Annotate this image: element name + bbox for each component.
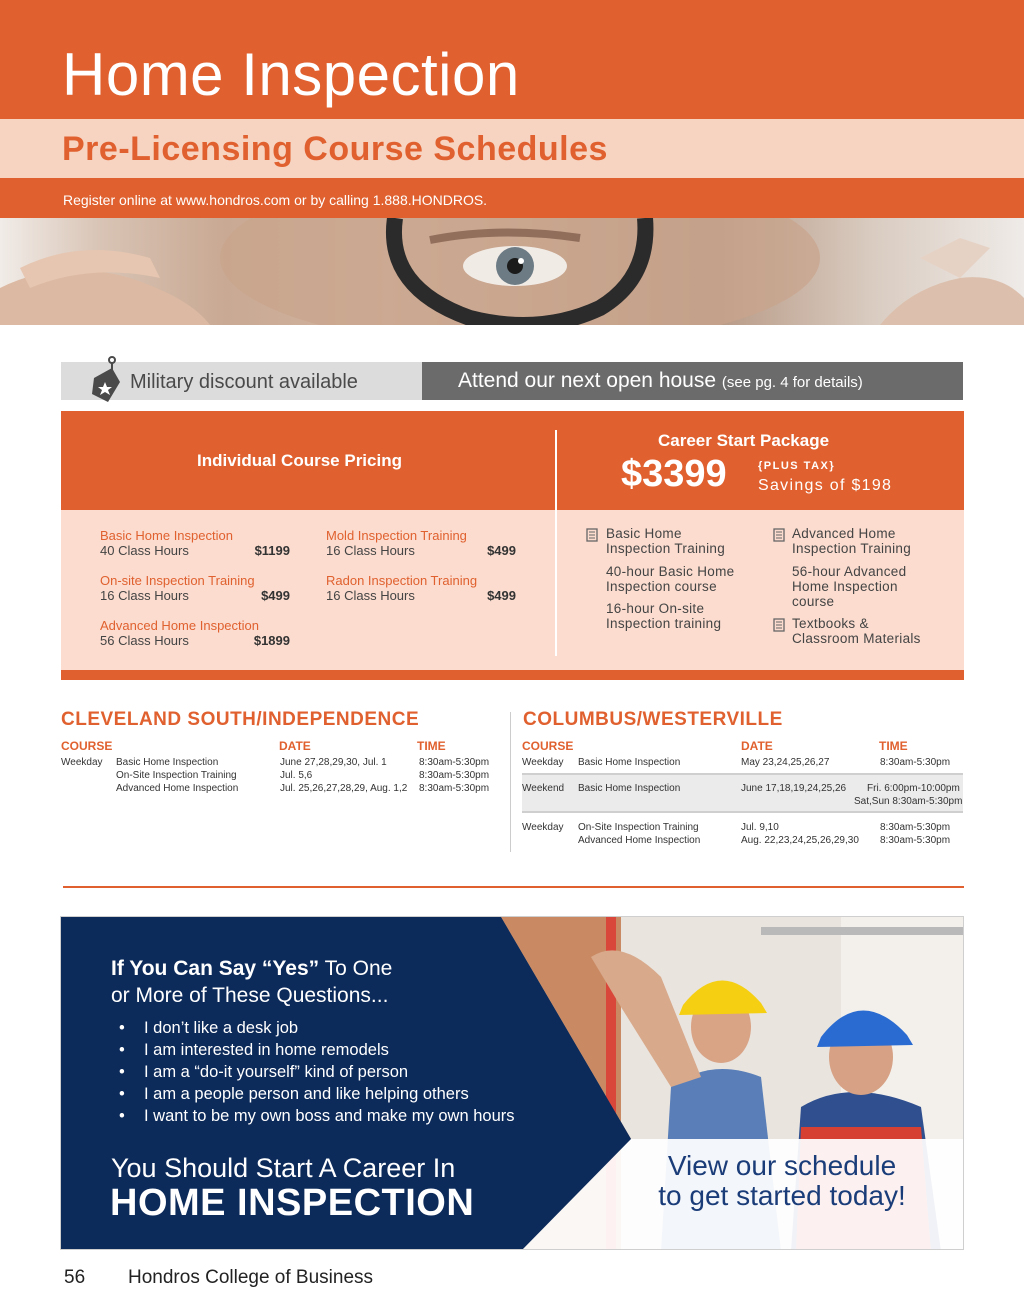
schedule-time: 8:30am-5:30pm bbox=[880, 835, 951, 846]
schedule-date: Jul. 25,26,27,28,29, Aug. 1,2 bbox=[280, 783, 408, 794]
course-name: Basic Home Inspection bbox=[100, 528, 233, 543]
schedule-type: Weekday bbox=[61, 757, 103, 768]
course-price: $499 bbox=[261, 588, 290, 603]
package-item-line: Inspection Training bbox=[792, 541, 912, 556]
open-house-bar bbox=[422, 362, 963, 400]
ad-bullet-list bbox=[119, 1017, 515, 1127]
schedule-time: 8:30am-5:30pm bbox=[880, 822, 951, 833]
ad-career-line: You Should Start A Career In bbox=[111, 1153, 456, 1183]
row-separator bbox=[522, 811, 963, 813]
package-item bbox=[606, 564, 734, 594]
ad-bullet: • I don’t like a desk job bbox=[119, 1017, 515, 1039]
ad-question-rest: To One bbox=[319, 957, 393, 980]
book-icon bbox=[773, 528, 785, 547]
schedule-course: On-Site Inspection Training bbox=[578, 822, 699, 833]
cleveland-title: CLEVELAND SOUTH/INDEPENDENCE bbox=[61, 709, 420, 730]
package-item bbox=[606, 601, 721, 631]
schedule-type: Weekend bbox=[522, 783, 565, 794]
ad-question-bold: If You Can Say “Yes” bbox=[111, 957, 320, 980]
course-price: $1899 bbox=[253, 633, 290, 648]
course-name: On-site Inspection Training bbox=[100, 573, 255, 588]
schedule-date: May 23,24,25,26,27 bbox=[741, 757, 830, 768]
cta-line: to get started today! bbox=[658, 1180, 906, 1211]
schedule-time: Fri. 6:00pm-10:00pm bbox=[867, 783, 960, 794]
course-price-item bbox=[326, 528, 516, 558]
col-header-date: DATE bbox=[279, 739, 311, 753]
military-tag-icon bbox=[88, 356, 124, 409]
book-icon bbox=[586, 528, 598, 547]
open-house-text: Attend our next open house bbox=[458, 369, 717, 392]
course-hours: 56 Class Hours bbox=[100, 633, 189, 648]
course-price-item bbox=[326, 573, 516, 603]
savings-note: Savings of $198 bbox=[758, 477, 893, 494]
schedule-date: Jul. 9,10 bbox=[741, 822, 779, 833]
schedule-date: June 17,18,19,24,25,26 bbox=[741, 783, 847, 794]
course-hours: 16 Class Hours bbox=[326, 588, 415, 603]
package-item-line: Home Inspection bbox=[792, 579, 898, 594]
package-item-line: Textbooks & bbox=[792, 616, 869, 631]
course-price: $1199 bbox=[254, 543, 290, 558]
page-title: Home Inspection bbox=[62, 41, 520, 108]
course-price-item bbox=[100, 528, 290, 558]
package-item-line: Classroom Materials bbox=[792, 631, 921, 646]
col-header-course: COURSE bbox=[522, 739, 574, 753]
ad-bullet: • I am a people person and like helping others bbox=[119, 1083, 515, 1105]
course-name: Radon Inspection Training bbox=[326, 573, 478, 588]
schedule-course: Basic Home Inspection bbox=[116, 757, 219, 768]
section-rule bbox=[63, 886, 964, 888]
course-name: Advanced Home Inspection bbox=[100, 618, 259, 633]
schedule-course: Advanced Home Inspection bbox=[116, 783, 239, 794]
course-name: Mold Inspection Training bbox=[326, 528, 467, 543]
col-header-time: TIME bbox=[879, 739, 908, 753]
package-item bbox=[792, 616, 921, 646]
schedule-course: Basic Home Inspection bbox=[578, 757, 681, 768]
ad-career-headline: HOME INSPECTION bbox=[110, 1182, 475, 1224]
register-info: Register online at www.hondros.com or by calling 1.888.HONDROS. bbox=[63, 192, 488, 208]
ad-question-line2: or More of These Questions... bbox=[111, 984, 389, 1007]
pricing-divider bbox=[555, 430, 557, 656]
schedule-course: Basic Home Inspection bbox=[578, 783, 681, 794]
schedule-time-secondary: Sat,Sun 8:30am-5:30pm bbox=[854, 796, 963, 807]
ad-bullet: • I want to be my own boss and make my own hours bbox=[119, 1105, 515, 1127]
columbus-title: COLUMBUS/WESTERVILLE bbox=[523, 709, 783, 730]
col-header-course: COURSE bbox=[61, 739, 113, 753]
col-header-time: TIME bbox=[417, 739, 446, 753]
package-item-line: course bbox=[792, 594, 835, 609]
course-price: $499 bbox=[487, 543, 516, 558]
footer-publisher: Hondros College of Business bbox=[128, 1267, 374, 1288]
pricing-footer-strip bbox=[61, 670, 964, 680]
ad-bullet: • I am a “do-it yourself” kind of person bbox=[119, 1061, 515, 1083]
schedule-course: Advanced Home Inspection bbox=[578, 835, 701, 846]
course-price-item bbox=[100, 573, 290, 603]
book-icon bbox=[773, 618, 785, 637]
package-item-line: Basic Home bbox=[606, 526, 682, 541]
package-item-line: 16-hour On-site bbox=[606, 601, 705, 616]
course-hours: 16 Class Hours bbox=[100, 588, 189, 603]
career-ad bbox=[60, 916, 964, 1250]
schedule-date: Aug. 22,23,24,25,26,29,30 bbox=[741, 835, 859, 846]
career-package-price: $3399 bbox=[621, 453, 727, 495]
course-price-item bbox=[100, 618, 290, 648]
schedule-date: June 27,28,29,30, Jul. 1 bbox=[280, 757, 387, 768]
col-header-date: DATE bbox=[741, 739, 773, 753]
package-item bbox=[792, 564, 906, 609]
page-number: 56 bbox=[64, 1267, 86, 1288]
course-hours: 40 Class Hours bbox=[100, 543, 189, 558]
ad-bullet: • I am interested in home remodels bbox=[119, 1039, 515, 1061]
schedule-time: 8:30am-5:30pm bbox=[419, 783, 490, 794]
military-discount-label: Military discount available bbox=[130, 371, 358, 393]
schedule-divider bbox=[510, 712, 511, 852]
ad-question-line1 bbox=[111, 957, 392, 981]
schedule-time: 8:30am-5:30pm bbox=[419, 757, 490, 768]
package-item-line: Inspection Training bbox=[606, 541, 726, 556]
schedule-type: Weekday bbox=[522, 757, 564, 768]
course-hours: 16 Class Hours bbox=[326, 543, 415, 558]
package-item bbox=[792, 526, 911, 556]
schedule-type: Weekday bbox=[522, 822, 564, 833]
cta-line: View our schedule bbox=[667, 1150, 897, 1181]
schedule-date: Jul. 5,6 bbox=[280, 770, 313, 781]
schedule-course: On-Site Inspection Training bbox=[116, 770, 237, 781]
course-price: $499 bbox=[487, 588, 516, 603]
package-item-line: Inspection course bbox=[606, 579, 717, 594]
schedule-time: 8:30am-5:30pm bbox=[419, 770, 490, 781]
open-house-note: (see pg. 4 for details) bbox=[721, 374, 863, 391]
open-house-label bbox=[458, 369, 863, 393]
ad-call-to-action bbox=[617, 1151, 947, 1211]
package-item-line: 40-hour Basic Home bbox=[606, 564, 735, 579]
career-package-title: Career Start Package bbox=[658, 431, 830, 450]
plus-tax-note: {PLUS TAX} bbox=[758, 460, 836, 472]
package-item-line: Advanced Home bbox=[792, 526, 896, 541]
hero-photo-magnifier bbox=[0, 218, 1024, 325]
schedule-time: 8:30am-5:30pm bbox=[880, 757, 951, 768]
package-item-line: 56-hour Advanced bbox=[792, 564, 907, 579]
page-subtitle: Pre-Licensing Course Schedules bbox=[62, 130, 608, 168]
package-item-line: Inspection training bbox=[606, 616, 722, 631]
individual-pricing-title: Individual Course Pricing bbox=[197, 451, 402, 470]
package-item bbox=[606, 526, 725, 556]
military-discount-bar bbox=[61, 362, 422, 400]
